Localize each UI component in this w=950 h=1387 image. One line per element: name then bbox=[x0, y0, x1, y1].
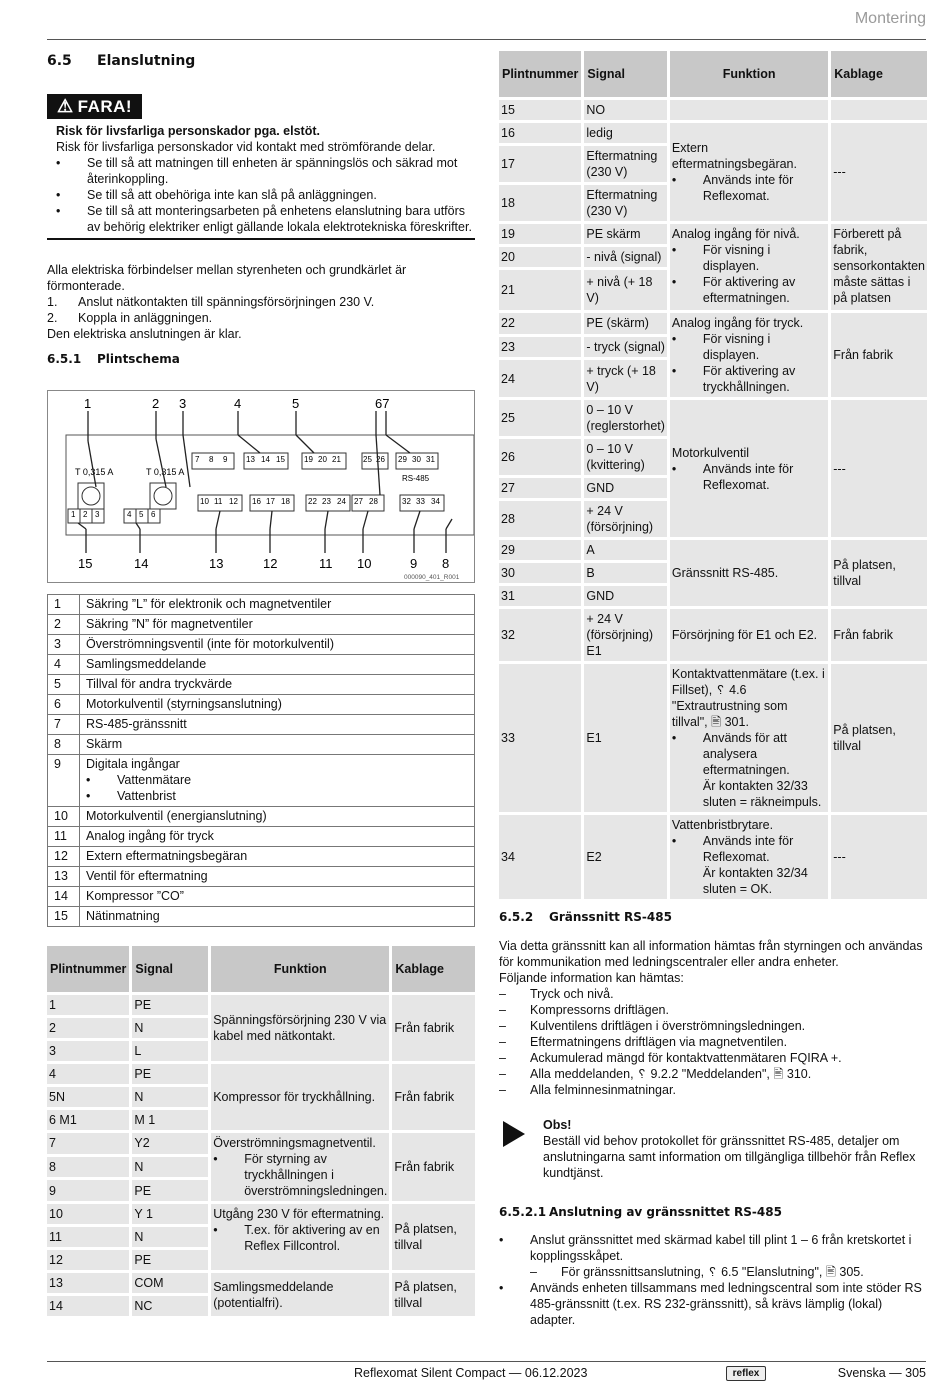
subsection-title: Plintschema bbox=[97, 352, 180, 366]
leader-lines-bottom bbox=[78, 511, 452, 553]
svg-text:8: 8 bbox=[209, 455, 214, 464]
table-row: 5N N bbox=[47, 1087, 475, 1107]
list-item: – Ackumulerad mängd för kontaktvattenmätaren FQIRA +. bbox=[499, 1050, 927, 1066]
svg-text:23: 23 bbox=[322, 497, 331, 506]
subsection-number: 6.5.2.1 bbox=[499, 1205, 547, 1219]
table-row: 21 + nivå (+ 18 V) bbox=[499, 270, 927, 310]
svg-text:2: 2 bbox=[152, 396, 160, 411]
svg-text:15: 15 bbox=[276, 455, 285, 464]
fuse-circle-1 bbox=[82, 487, 100, 505]
table-row: 28 + 24 V (försörjning) bbox=[499, 501, 927, 537]
note-arrow-icon bbox=[503, 1121, 525, 1147]
svg-text:12: 12 bbox=[229, 497, 238, 506]
note-box bbox=[499, 1117, 927, 1181]
subsection-heading-rs485 bbox=[499, 910, 927, 924]
subsection-title: Gränssnitt RS-485 bbox=[549, 910, 672, 924]
table-row: 14 NC bbox=[47, 1296, 475, 1316]
terminal-diagram-svg bbox=[48, 391, 474, 582]
list-item: • Används enheten tillsammans med ledningscentral som inte stöder RS 485-gränssnitt (t.ex. RS 232-gränssnitt), så krävs lämplig (lokal) adapter. bbox=[499, 1280, 927, 1328]
header-rule bbox=[47, 39, 926, 40]
list-item: 1. Anslut nätkontakten till spänningsförsörjningen 230 V. bbox=[47, 295, 375, 309]
callout-numbers-top bbox=[84, 396, 389, 411]
svg-text:26: 26 bbox=[376, 455, 385, 464]
table-row: 12 Extern eftermatningsbegäran bbox=[48, 847, 475, 867]
svg-text:4: 4 bbox=[127, 510, 132, 519]
table-row: 25 0 – 10 V (reglerstorhet) Motorkulventil • Används inte för Reflexomat. --- bbox=[499, 400, 927, 436]
table-row: 8 N bbox=[47, 1157, 475, 1178]
note-text: Beställ vid behov protokollet för gränssnittet RS-485, detaljer om anslutningarna samt information om tillgängliga tillbehör från Reflex kundtjänst. bbox=[543, 1134, 916, 1180]
left-plint-table-wrap bbox=[47, 943, 475, 1319]
table-row: 4 Samlingsmeddelande bbox=[48, 655, 475, 675]
fuse1-label: T 0,315 A bbox=[75, 467, 114, 477]
list-item: • Se till så att obehöriga inte kan slå på anläggningen. bbox=[56, 187, 475, 203]
table-row: 10 Motorkulventil (energianslutning) bbox=[48, 807, 475, 827]
svg-text:15: 15 bbox=[78, 556, 93, 571]
intro-text: Alla elektriska förbindelser mellan styrenheten och grundkärlet är förmonterade. bbox=[47, 263, 407, 293]
svg-text:14: 14 bbox=[134, 556, 149, 571]
danger-notice bbox=[47, 94, 475, 240]
danger-title: Risk för livsfarliga personskador pga. elstöt. bbox=[56, 124, 320, 138]
subsection-heading bbox=[47, 352, 475, 366]
subsection-heading-connection bbox=[499, 1205, 927, 1219]
list-item: • Se till så att matningen till enheten är spänningslös och säkrad mot återinkoppling. bbox=[56, 155, 475, 187]
svg-text:5: 5 bbox=[292, 396, 300, 411]
list-subitem: – För gränssnittsanslutning, ␦ 6.5 "Elanslutning", 🖹 305. bbox=[530, 1264, 927, 1280]
svg-text:9: 9 bbox=[223, 455, 228, 464]
list-item: – Tryck och nivå. bbox=[499, 986, 927, 1002]
svg-text:29: 29 bbox=[398, 455, 407, 464]
svg-text:3: 3 bbox=[179, 396, 187, 411]
svg-text:17: 17 bbox=[266, 497, 275, 506]
svg-text:1: 1 bbox=[71, 510, 76, 519]
upper-terminal-numbers bbox=[195, 455, 435, 464]
table-row: 5 Tillval för andra tryckvärde bbox=[48, 675, 475, 695]
table-row: 24 + tryck (+ 18 V) bbox=[499, 360, 927, 397]
list-item: – Alla felminnesinmatningar. bbox=[499, 1082, 927, 1098]
board-outline bbox=[66, 435, 474, 535]
table-row: 7 Y2 Överströmningsmagnetventil. • För styrning av tryckhållningen i överströmningsledningen. Från fabrik bbox=[47, 1133, 475, 1154]
section-number: 6.5 bbox=[47, 53, 72, 69]
right-plint-table bbox=[496, 48, 930, 902]
svg-text:67: 67 bbox=[375, 396, 390, 411]
svg-text:5: 5 bbox=[139, 510, 144, 519]
svg-text:10: 10 bbox=[200, 497, 209, 506]
rs485-text-block bbox=[499, 938, 927, 1098]
table-row: 15 Nätinmatning bbox=[48, 907, 475, 927]
lower-terminal-numbers bbox=[200, 497, 440, 506]
svg-text:28: 28 bbox=[369, 497, 378, 506]
danger-text: Risk för livsfarliga personskador vid kontakt med strömförande delar. bbox=[56, 140, 436, 154]
svg-text:1: 1 bbox=[84, 396, 92, 411]
table-header-row: Plintnummer Signal Funktion Kablage bbox=[499, 51, 927, 97]
table-row: 17 Eftermatning (230 V) bbox=[499, 146, 927, 182]
svg-text:31: 31 bbox=[426, 455, 435, 464]
left-terminal-numbers bbox=[71, 510, 156, 519]
table-row: 6 M1 M 1 bbox=[47, 1110, 475, 1130]
svg-text:8: 8 bbox=[442, 556, 450, 571]
left-plint-table bbox=[44, 943, 478, 1319]
rs485-info-list bbox=[499, 986, 927, 1098]
svg-text:13: 13 bbox=[209, 556, 224, 571]
callout-numbers-bottom bbox=[78, 556, 449, 571]
list-item: • Se till så att monteringsarbeten på enhetens elanslutning bara utförs av behörig elektriker enligt gällande lokala elektrotekniska föreskrifter. bbox=[56, 203, 475, 235]
svg-text:13: 13 bbox=[246, 455, 255, 464]
svg-text:32: 32 bbox=[402, 497, 411, 506]
svg-text:30: 30 bbox=[412, 455, 421, 464]
footer-doc-title: Reflexomat Silent Compact — 06.12.2023 bbox=[354, 1366, 588, 1380]
svg-text:4: 4 bbox=[234, 396, 242, 411]
connection-text-block bbox=[499, 1232, 927, 1328]
table-row: 3 Överströmningsventil (inte för motorkulventil) bbox=[48, 635, 475, 655]
note-title: Obs! bbox=[543, 1118, 572, 1132]
header-section-label: Montering bbox=[854, 10, 926, 27]
intro-block bbox=[47, 262, 475, 342]
section-heading bbox=[47, 53, 475, 69]
table-row: 9 PE bbox=[47, 1180, 475, 1201]
table-row: 31 GND bbox=[499, 586, 927, 606]
svg-text:2: 2 bbox=[83, 510, 88, 519]
svg-text:25: 25 bbox=[363, 455, 372, 464]
legend-table bbox=[47, 594, 475, 927]
connection-list bbox=[499, 1232, 927, 1328]
table-row: 26 0 – 10 V (kvittering) bbox=[499, 439, 927, 475]
svg-text:33: 33 bbox=[416, 497, 425, 506]
table-row: 20 - nivå (signal) bbox=[499, 247, 927, 267]
svg-text:16: 16 bbox=[252, 497, 261, 506]
table-row: 27 GND bbox=[499, 478, 927, 498]
danger-badge-label: FARA! bbox=[77, 97, 133, 116]
svg-text:6: 6 bbox=[151, 510, 156, 519]
table-row: 29 A Gränssnitt RS-485. På platsen, tillval bbox=[499, 540, 927, 560]
rs485-paragraph-2: Följande information kan hämtas: bbox=[499, 971, 684, 985]
subsection-number: 6.5.1 bbox=[47, 352, 82, 366]
table-row: 11 Analog ingång för tryck bbox=[48, 827, 475, 847]
section-title: Elanslutning bbox=[97, 53, 196, 69]
table-row: 33 E1 Kontaktvattenmätare (t.ex. i Fillset), ␦ 4.6 "Extrautrustning som tillval", 🖹 301. • Används för att analysera eftermatningen. Är kontakten 32/33 sluten = räkneimpuls. På platsen, tillval bbox=[499, 664, 927, 812]
subsection-title: Anslutning av gränssnittet RS-485 bbox=[549, 1205, 782, 1219]
legend-table-wrap bbox=[47, 594, 475, 927]
list-item: – Alla meddelanden, ␦ 9.2.2 "Meddelanden", 🖹 310. bbox=[499, 1066, 927, 1082]
table-row: 34 E2 Vattenbristbrytare. • Används inte för Reflexomat. Är kontakten 32/34 sluten = OK. --- bbox=[499, 815, 927, 899]
danger-list bbox=[56, 155, 475, 235]
footer-page-number: Svenska — 305 bbox=[837, 1366, 926, 1380]
table-row: 13 Ventil för eftermatning bbox=[48, 867, 475, 887]
svg-text:7: 7 bbox=[195, 455, 200, 464]
table-row: 11 N bbox=[47, 1227, 475, 1247]
table-row: 2 Säkring ”N” för magnetventiler bbox=[48, 615, 475, 635]
terminal-diagram bbox=[47, 390, 475, 583]
list-item: • Anslut gränssnittet med skärmad kabel till plint 1 – 6 från kretskortet i kopplingsskåpet. – För gränssnittsanslutning, ␦ 6.5 "Elanslutning", 🖹 305. bbox=[499, 1232, 927, 1280]
table-row: 3 L bbox=[47, 1041, 475, 1061]
svg-text:34: 34 bbox=[431, 497, 440, 506]
list-item: – Kompressorns driftlägen. bbox=[499, 1002, 927, 1018]
svg-text:20: 20 bbox=[318, 455, 327, 464]
table-row: 2 N bbox=[47, 1018, 475, 1038]
svg-text:3: 3 bbox=[95, 510, 100, 519]
table-row: 18 Eftermatning (230 V) bbox=[499, 185, 927, 221]
diagram-code: 000090_401_R001 bbox=[404, 574, 460, 581]
svg-text:18: 18 bbox=[281, 497, 290, 506]
table-row: 7 RS-485-gränssnitt bbox=[48, 715, 475, 735]
svg-text:27: 27 bbox=[354, 497, 363, 506]
table-row: 1 PE Spänningsförsörjning 230 V via kabel med nätkontakt. Från fabrik bbox=[47, 995, 475, 1015]
table-row: 30 B bbox=[499, 563, 927, 583]
footer-rule bbox=[47, 1361, 926, 1362]
table-row: 19 PE skärm Analog ingång för nivå. • För visning i displayen. • För aktivering av eftermatningen. Förberett på fabrik, sensorkontakten måste sättas i på platsen bbox=[499, 224, 927, 244]
reflex-logo: reflex bbox=[726, 1366, 766, 1381]
table-row: 15 NO bbox=[499, 100, 927, 120]
table-row: 32 + 24 V (försörjning) E1 Försörjning för E1 och E2. Från fabrik bbox=[499, 609, 927, 661]
table-header-row: Plintnummer Signal Funktion Kablage bbox=[47, 946, 475, 992]
table-row: 13 COM Samlingsmeddelande (potentialfri). På platsen, tillval bbox=[47, 1273, 475, 1293]
table-row: 4 PE Kompressor för tryckhållning. Från fabrik bbox=[47, 1064, 475, 1084]
svg-text:21: 21 bbox=[332, 455, 341, 464]
table-row: 9 Digitala ingångar • Vattenmätare • Vattenbrist bbox=[48, 755, 475, 807]
list-item: 2. Koppla in anläggningen. bbox=[47, 311, 213, 325]
table-row: 14 Kompressor ”CO” bbox=[48, 887, 475, 907]
svg-text:11: 11 bbox=[319, 556, 333, 571]
svg-text:11: 11 bbox=[214, 497, 223, 506]
svg-text:19: 19 bbox=[304, 455, 313, 464]
table-row: 6 Motorkulventil (styrningsanslutning) bbox=[48, 695, 475, 715]
fuse-circle-2 bbox=[154, 487, 172, 505]
svg-text:9: 9 bbox=[410, 556, 418, 571]
table-row: 12 PE bbox=[47, 1250, 475, 1270]
list-item: – Kulventilens driftlägen i överströmningsledningen. bbox=[499, 1018, 927, 1034]
svg-text:14: 14 bbox=[261, 455, 270, 464]
table-row: 10 Y 1 Utgång 230 V för eftermatning. • T.ex. för aktivering av en Reflex Fillcontrol. På platsen, tillval bbox=[47, 1204, 475, 1224]
svg-text:12: 12 bbox=[263, 556, 278, 571]
danger-badge bbox=[47, 94, 142, 119]
svg-text:22: 22 bbox=[308, 497, 317, 506]
subsection-number: 6.5.2 bbox=[499, 910, 534, 924]
svg-text:10: 10 bbox=[357, 556, 372, 571]
rs485-paragraph: Via detta gränssnitt kan all information hämtas från styrningen och användas för kommunikation med ledningscentraler eller andra enheter. bbox=[499, 939, 923, 969]
intro-result: Den elektriska anslutningen är klar. bbox=[47, 327, 242, 341]
right-plint-table-wrap bbox=[499, 48, 927, 902]
table-row: 8 Skärm bbox=[48, 735, 475, 755]
table-row: 16 ledig Extern eftermatningsbegäran. • Används inte för Reflexomat. --- bbox=[499, 123, 927, 143]
table-row: 23 - tryck (signal) bbox=[499, 337, 927, 358]
warning-triangle-icon: ⚠ bbox=[57, 96, 74, 116]
intro-steps bbox=[47, 294, 475, 326]
rs485-label: RS-485 bbox=[402, 474, 430, 483]
list-item: – Eftermatningens driftlägen via magnetventilen. bbox=[499, 1034, 927, 1050]
svg-text:24: 24 bbox=[337, 497, 346, 506]
table-row: 22 PE (skärm) Analog ingång för tryck. • För visning i displayen. • För aktivering av tryckhållningen. Från fabrik bbox=[499, 313, 927, 334]
table-row: 1 Säkring ”L” för elektronik och magnetventiler bbox=[48, 595, 475, 615]
fuse2-label: T 0,315 A bbox=[146, 467, 185, 477]
